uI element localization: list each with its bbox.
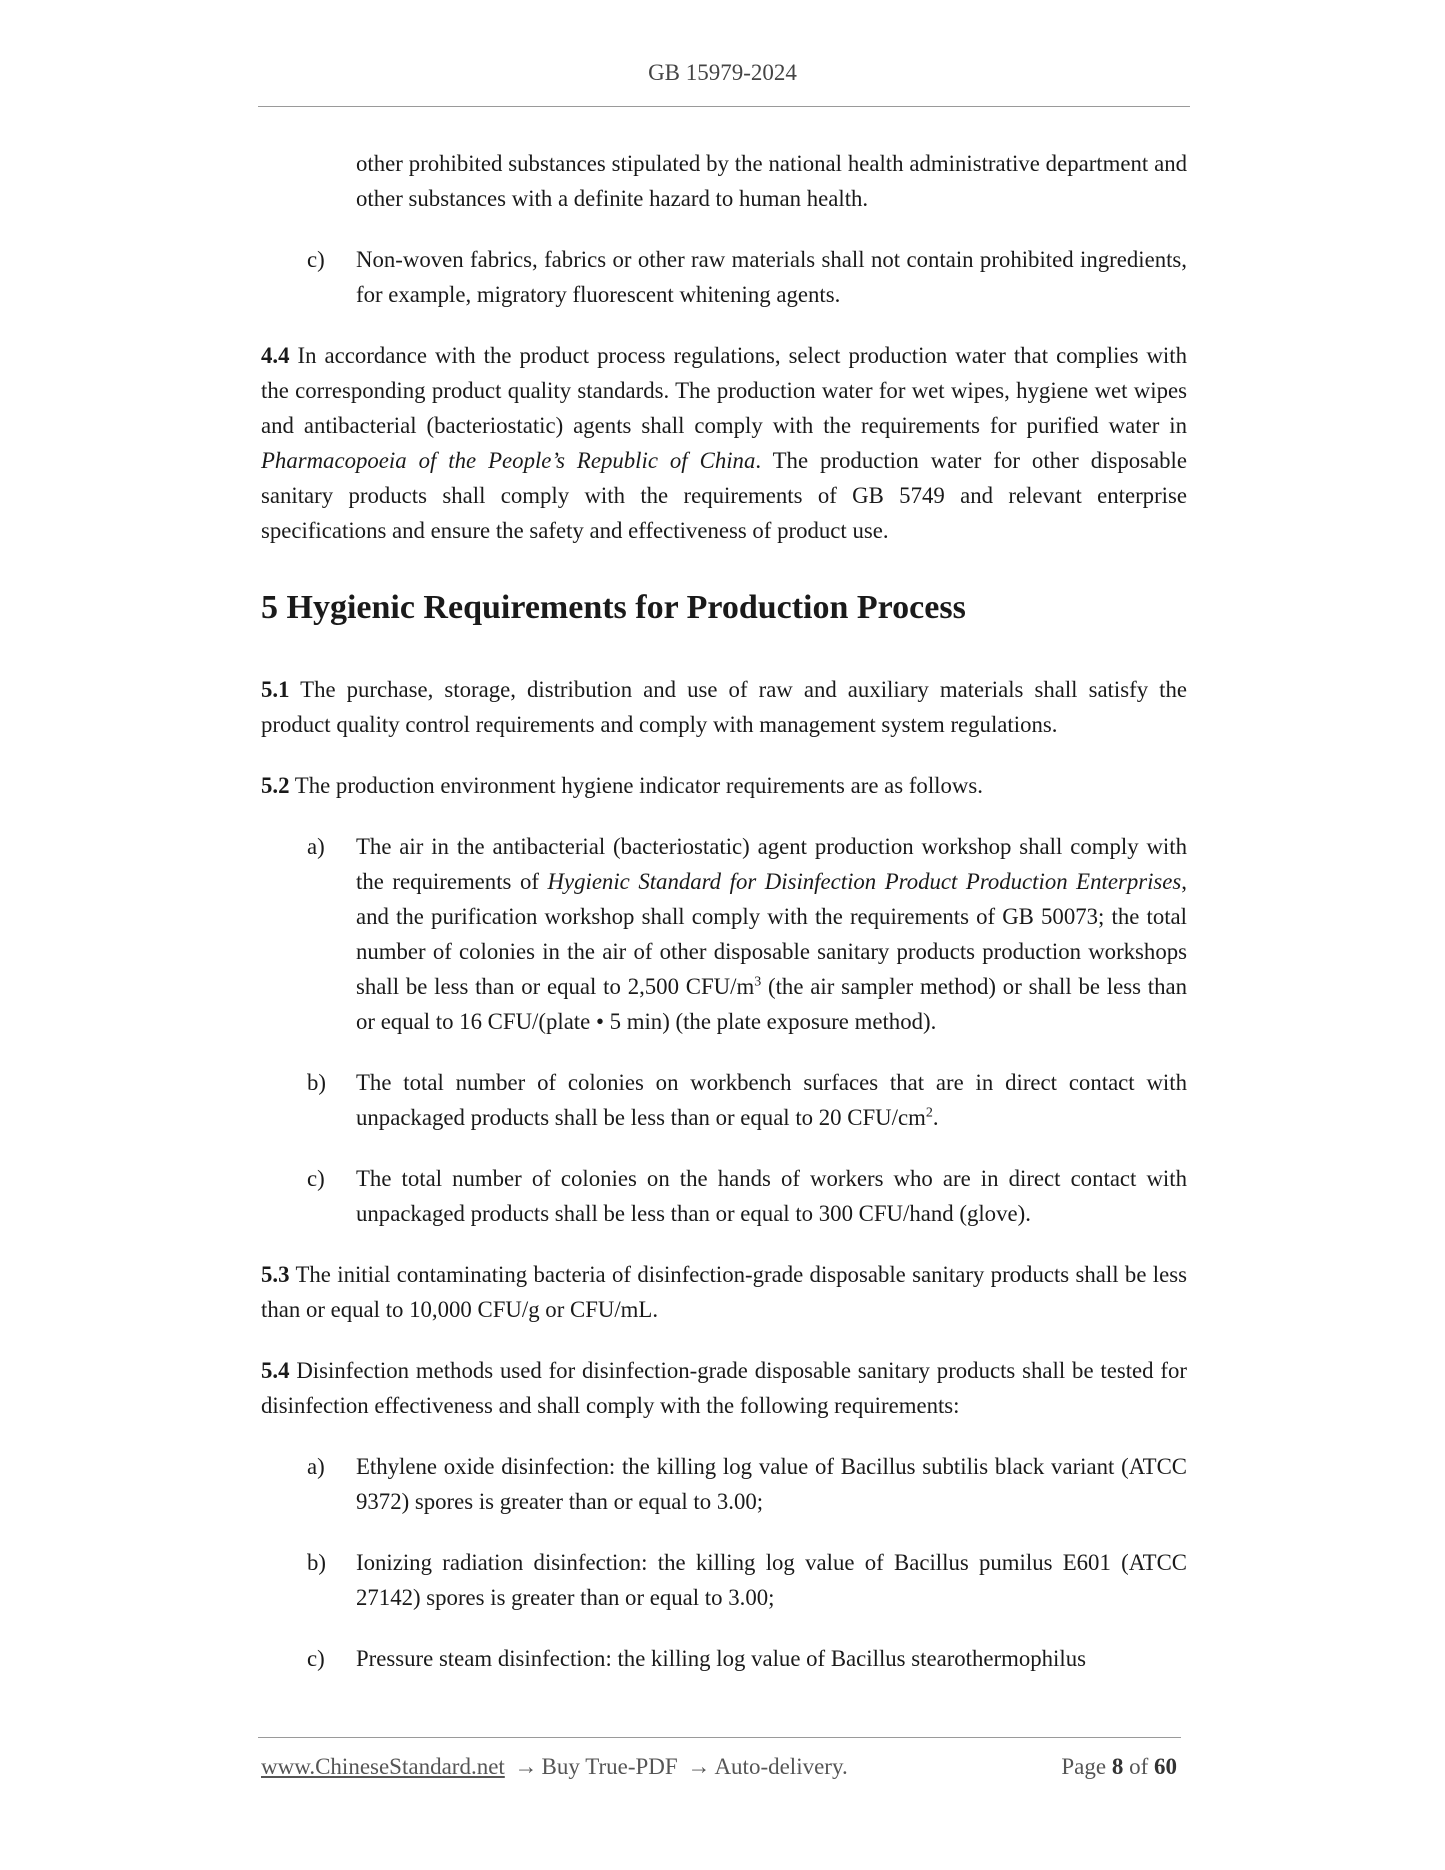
clause-text: The production environment hygiene indicator requirements are as follows. xyxy=(289,773,983,798)
list-item-text: Ionizing radiation disinfection: the killing log value of Bacillus pumilus E601 (ATCC 27142) spores is greater than or equal to 3.00; xyxy=(356,1550,1187,1610)
list-item-5-2-a xyxy=(261,829,1187,1039)
list-marker: c) xyxy=(307,247,325,272)
list-item-text: . xyxy=(932,1105,939,1130)
clause-text: In accordance with the product process regulations, select production water that complies with the corresponding product quality standards. The production water for wet wipes, hygiene wet wipes and antibacterial (bacteriostatic) agents shall comply with the requirements for purified water in xyxy=(261,343,1187,438)
list-marker: c) xyxy=(307,1646,325,1671)
clause-5-1 xyxy=(261,672,1187,742)
list-marker: a) xyxy=(307,834,325,859)
list-item-text: The air in the antibacterial (bacteriostatic) agent production workshop shall comply with the requirements of xyxy=(356,834,1187,894)
clause-number: 5.2 xyxy=(261,773,290,798)
clause-5-4 xyxy=(261,1353,1187,1423)
list-item-5-2-c xyxy=(261,1161,1187,1231)
list-item-text: The total number of colonies on workbench surfaces that are in direct contact with unpackaged products shall be less than or equal to 20 CFU/cm xyxy=(356,1070,1187,1130)
list-marker: c) xyxy=(307,1166,325,1191)
clause-number: 5.1 xyxy=(261,677,290,702)
site-link[interactable]: www.ChineseStandard.net xyxy=(261,1754,505,1779)
list-item-text: , and the purification workshop shall comply with the requirements of GB 50073; the total number of colonies in the air of other disposable sanitary products production workshops shall be less than or equal to 2,500 CFU/m xyxy=(356,869,1187,999)
auto-delivery-text: Auto-delivery. xyxy=(714,1754,848,1779)
page-content xyxy=(261,146,1187,1676)
list-item-5-4-b xyxy=(261,1545,1187,1615)
arrow-right-icon: → xyxy=(687,1754,711,1779)
list-item-text: The total number of colonies on the hands of workers who are in direct contact with unpackaged products shall be less than or equal to 300 CFU/hand (glove). xyxy=(356,1166,1187,1226)
header-divider xyxy=(258,106,1190,107)
list-marker: b) xyxy=(307,1070,326,1095)
superscript: 3 xyxy=(754,974,762,990)
list-item-text: Ethylene oxide disinfection: the killing log value of Bacillus subtilis black variant (ATCC 9372) spores is greater than or equal to 3.00; xyxy=(356,1454,1187,1514)
clause-number: 5.3 xyxy=(261,1262,290,1287)
clause-4-4 xyxy=(261,338,1187,548)
clause-number: 4.4 xyxy=(261,343,290,368)
list-marker: a) xyxy=(307,1454,325,1479)
superscript: 2 xyxy=(925,1105,933,1121)
footer-promo xyxy=(261,1754,848,1780)
list-item-text: Pressure steam disinfection: the killing log value of Bacillus stearothermophilus xyxy=(356,1646,1086,1671)
continued-item-text xyxy=(261,146,1187,216)
clause-text: Disinfection methods used for disinfection-grade disposable sanitary products shall be tested for disinfection effectiveness and shall comply with the following requirements: xyxy=(261,1358,1187,1418)
section-5-heading: 5 Hygienic Requirements for Production Process xyxy=(261,589,966,626)
continued-text: other prohibited substances stipulated by the national health administrative department and other substances with a definite hazard to human health. xyxy=(356,151,1187,211)
of-label: of xyxy=(1129,1754,1149,1779)
list-item-text: Non-woven fabrics, fabrics or other raw materials shall not contain prohibited ingredients, for example, migratory fluorescent whitening agents. xyxy=(356,247,1187,307)
list-marker: b) xyxy=(307,1550,326,1575)
clause-5-2 xyxy=(261,768,1187,803)
clause-text: The purchase, storage, distribution and use of raw and auxiliary materials shall satisfy the product quality control requirements and comply with management system regulations. xyxy=(261,677,1187,737)
list-item-5-4-a xyxy=(261,1449,1187,1519)
list-item-text: (the air sampler method) or shall be less than or equal to 16 CFU/(plate • 5 min) (the plate exposure method). xyxy=(356,974,1188,1034)
list-item-italic-reference: Hygienic Standard for Disinfection Product Production Enterprises xyxy=(547,869,1182,894)
total-pages-number: 60 xyxy=(1154,1754,1177,1779)
header-standard-number: GB 15979-2024 xyxy=(648,60,797,85)
current-page-number: 8 xyxy=(1111,1754,1124,1779)
clause-text: . The production water for other disposable sanitary products shall comply with the requirements of GB 5749 and relevant enterprise specifications and ensure the safety and effectiveness of product use. xyxy=(261,448,1187,543)
buy-true-pdf-text: Buy True-PDF xyxy=(541,1754,678,1779)
clause-text: The initial contaminating bacteria of disinfection-grade disposable sanitary products shall be less than or equal to 10,000 CFU/g or CFU/mL. xyxy=(261,1262,1187,1322)
clause-italic-reference: Pharmacopoeia of the People’s Republic of China xyxy=(261,448,756,473)
list-item-5-4-c xyxy=(261,1641,1187,1676)
footer-divider xyxy=(258,1737,1181,1738)
page-indicator xyxy=(1061,1754,1177,1780)
list-item-5-2-b xyxy=(261,1065,1187,1135)
list-item-c-raw-materials xyxy=(261,242,1187,312)
clause-number: 5.4 xyxy=(261,1358,290,1383)
clause-5-3 xyxy=(261,1257,1187,1327)
arrow-right-icon: → xyxy=(514,1754,538,1779)
page-label: Page xyxy=(1061,1754,1107,1779)
